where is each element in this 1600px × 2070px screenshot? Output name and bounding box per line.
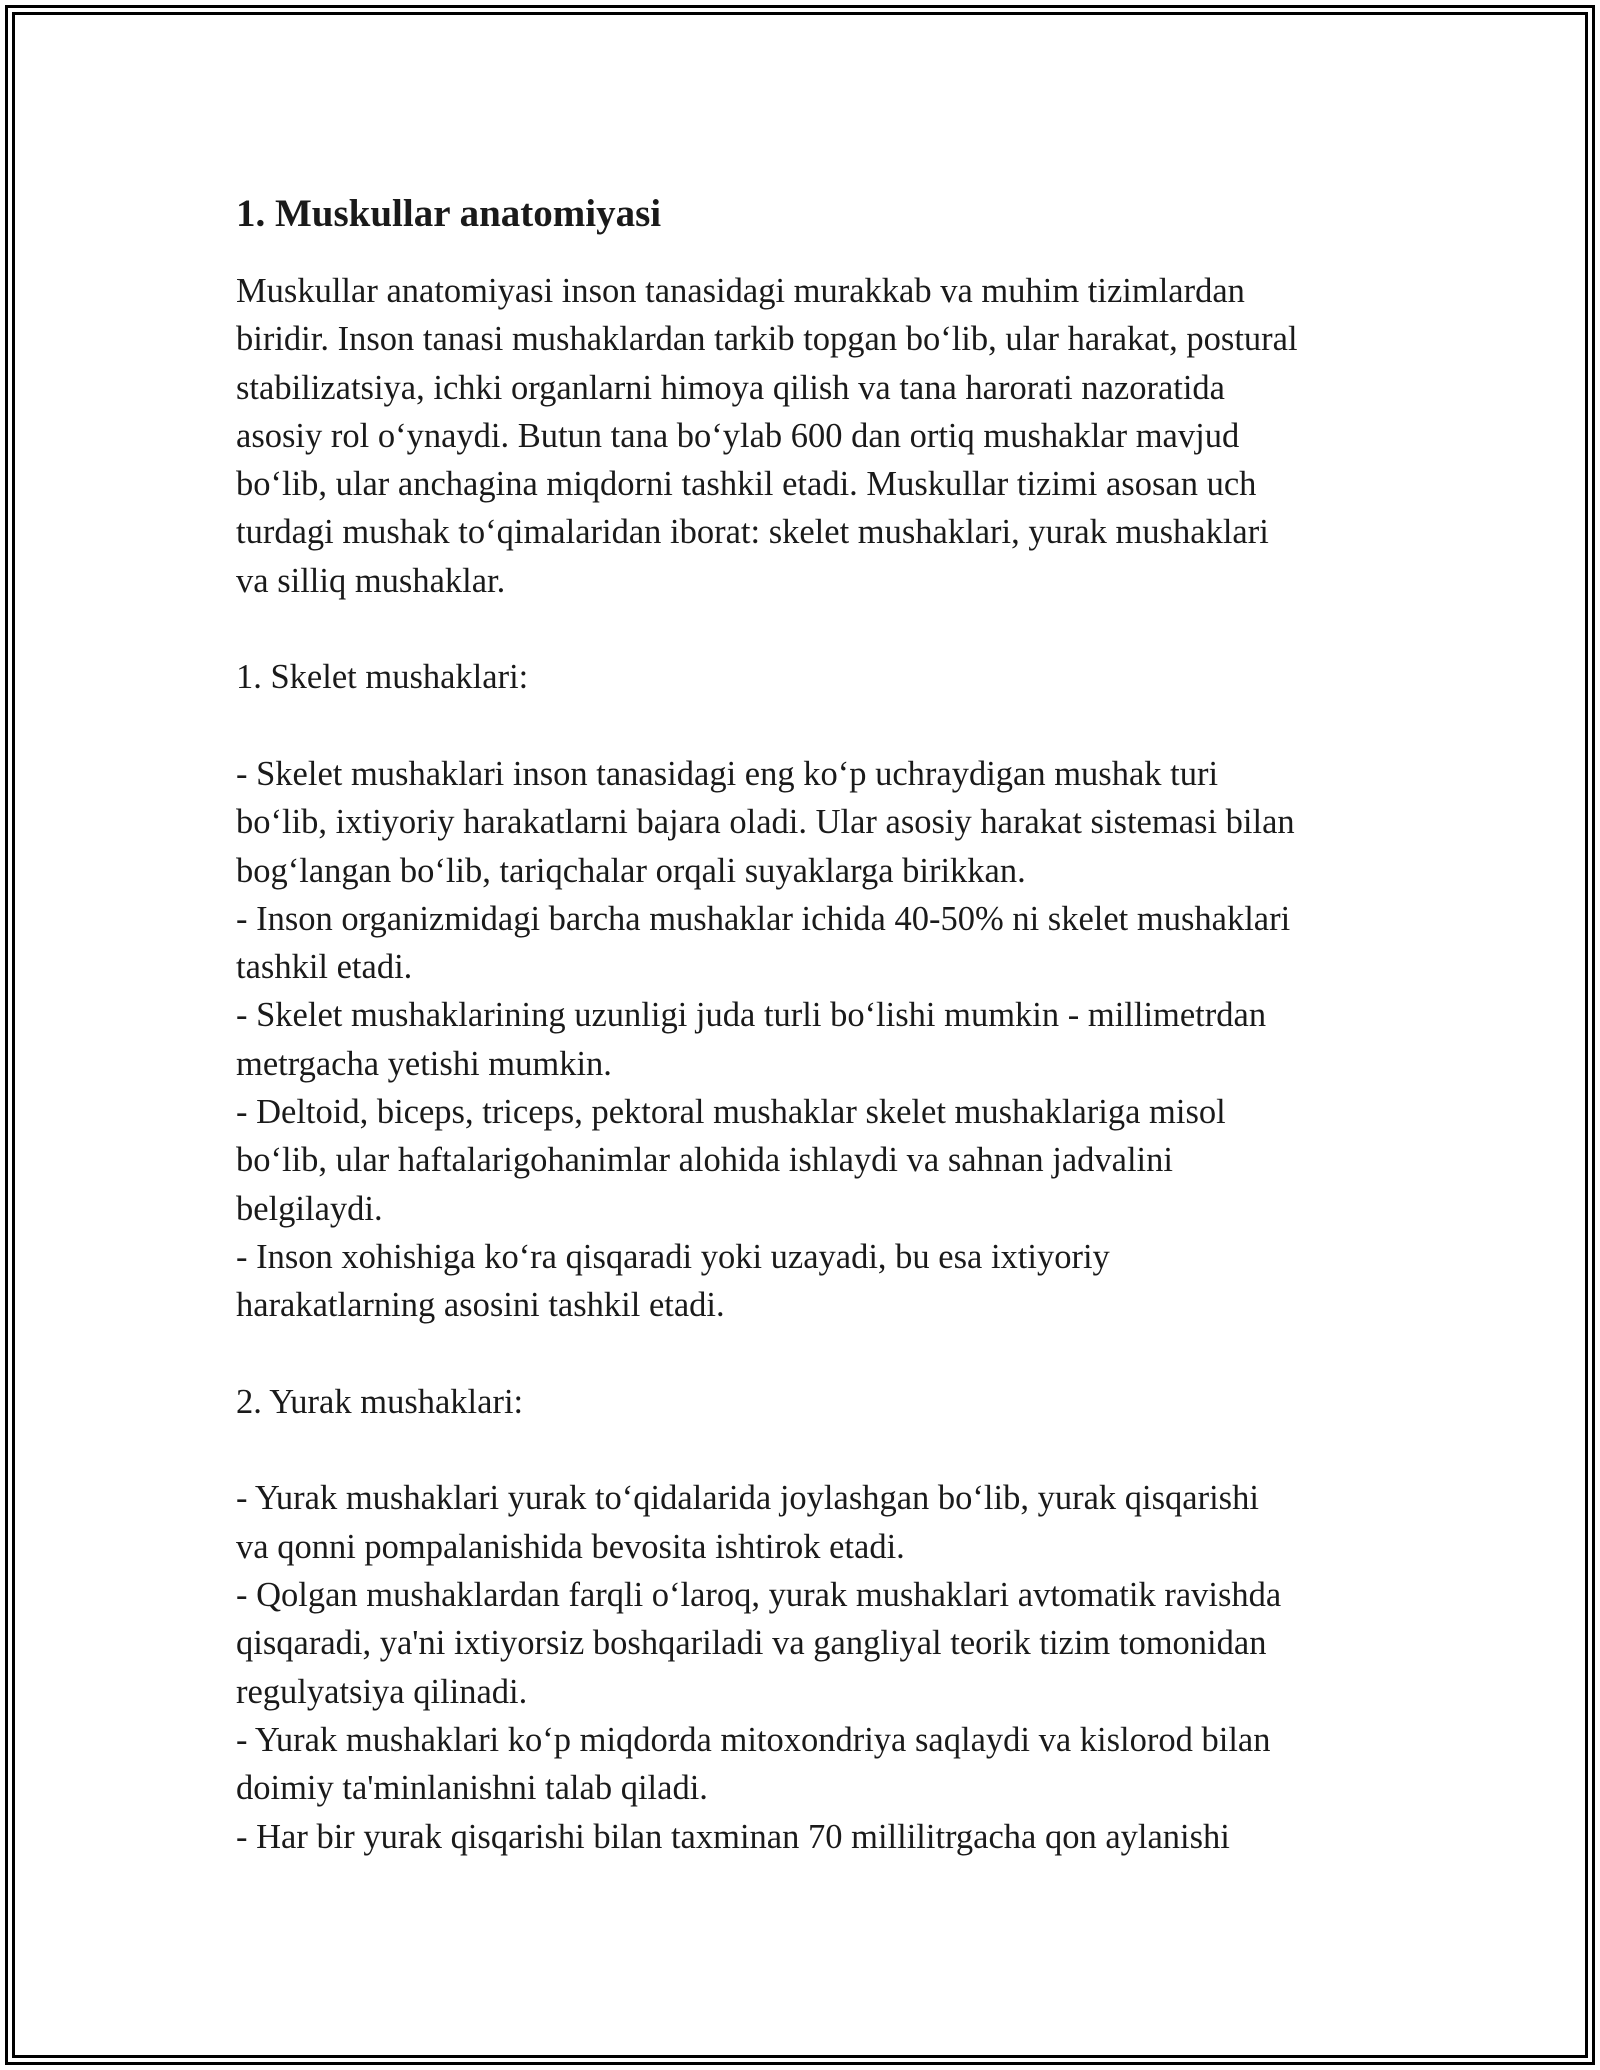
- text-line: bo‘lib, ular haftalarigohanimlar alohida ishlaydi va sahnan jadvalini: [236, 1141, 1173, 1180]
- blank-line: [236, 1330, 1376, 1378]
- text-line: belgilaydi.: [236, 1189, 383, 1228]
- text-line: - Skelet mushaklari inson tanasidagi eng ko‘p uchraydigan mushak turi: [236, 754, 1219, 793]
- document-title: 1. Muskullar anatomiyasi: [236, 192, 662, 235]
- text-line: bo‘lib, ixtiyoriy harakatlarni bajara oladi. Ular asosiy harakat sistemasi bilan: [236, 803, 1295, 842]
- text-line: va qonni pompalanishida bevosita ishtirok etadi.: [236, 1527, 905, 1566]
- text-line: qisqaradi, ya'ni ixtiyorsiz boshqariladi va gangliyal teorik tizim tomonidan: [236, 1624, 1267, 1663]
- text-line: bo‘lib, ular anchagina miqdorni tashkil etadi. Muskullar tizimi asosan uch: [236, 465, 1257, 504]
- text-line: va silliq mushaklar.: [236, 561, 506, 600]
- text-line: metrgacha yetishi mumkin.: [236, 1044, 612, 1083]
- text-line: Muskullar anatomiyasi inson tanasidagi murakkab va muhim tizimlardan: [236, 272, 1245, 310]
- text-line: - Har bir yurak qisqarishi bilan taxminan 70 millilitrgacha qon aylanishi: [236, 1817, 1230, 1856]
- text-line: biridir. Inson tanasi mushaklardan tarkib topgan bo‘lib, ular harakat, postural: [236, 320, 1298, 359]
- text-line: bog‘langan bo‘lib, tariqchalar orqali suyaklarga birikkan.: [236, 851, 1026, 890]
- text-line: - Skelet mushaklarining uzunligi juda turli bo‘lishi mumkin - millimetrdan: [236, 996, 1267, 1035]
- text-line: doimiy ta'minlanishni talab qiladi.: [236, 1769, 708, 1808]
- text-line: - Qolgan mushaklardan farqli o‘laroq, yurak mushaklari avtomatik ravishda: [236, 1576, 1282, 1615]
- text-line: regulyatsiya qilinadi.: [236, 1672, 528, 1711]
- text-line: - Yurak mushaklari ko‘p miqdorda mitoxondriya saqlaydi va kislorod bilan: [236, 1720, 1271, 1759]
- text-line: stabilizatsiya, ichki organlarni himoya qilish va tana harorati nazoratida: [236, 368, 1225, 407]
- text-line: turdagi mushak to‘qimalaridan iborat: skelet mushaklari, yurak mushaklari: [236, 513, 1269, 552]
- text-line: tashkil etadi.: [236, 948, 413, 987]
- blank-line: [236, 702, 1376, 750]
- blank-line: [236, 1426, 1376, 1474]
- section-heading-skelet: 1. Skelet mushaklari:: [236, 658, 529, 697]
- document-body: [236, 186, 1376, 1861]
- text-line: harakatlarning asosini tashkil etadi.: [236, 1286, 725, 1325]
- text-line: - Yurak mushaklari yurak to‘qidalarida joylashgan bo‘lib, yurak qisqarishi: [236, 1479, 1259, 1518]
- text-line: - Inson xohishiga ko‘ra qisqaradi yoki uzayadi, bu esa ixtiyoriy: [236, 1237, 1110, 1276]
- intro-paragraph: [236, 267, 1376, 605]
- text-line: asosiy rol o‘ynaydi. Butun tana bo‘ylab 600 dan ortiq mushaklar mavjud: [236, 416, 1240, 455]
- section-heading-yurak: 2. Yurak mushaklari:: [236, 1382, 524, 1421]
- text-line: - Deltoid, biceps, triceps, pektoral mushaklar skelet mushaklariga misol: [236, 1093, 1226, 1132]
- text-line: - Inson organizmidagi barcha mushaklar ichida 40-50% ni skelet mushaklari: [236, 899, 1291, 938]
- section-body-skelet: [236, 750, 1376, 1330]
- blank-line: [236, 605, 1376, 653]
- section-body-yurak: [236, 1474, 1376, 1860]
